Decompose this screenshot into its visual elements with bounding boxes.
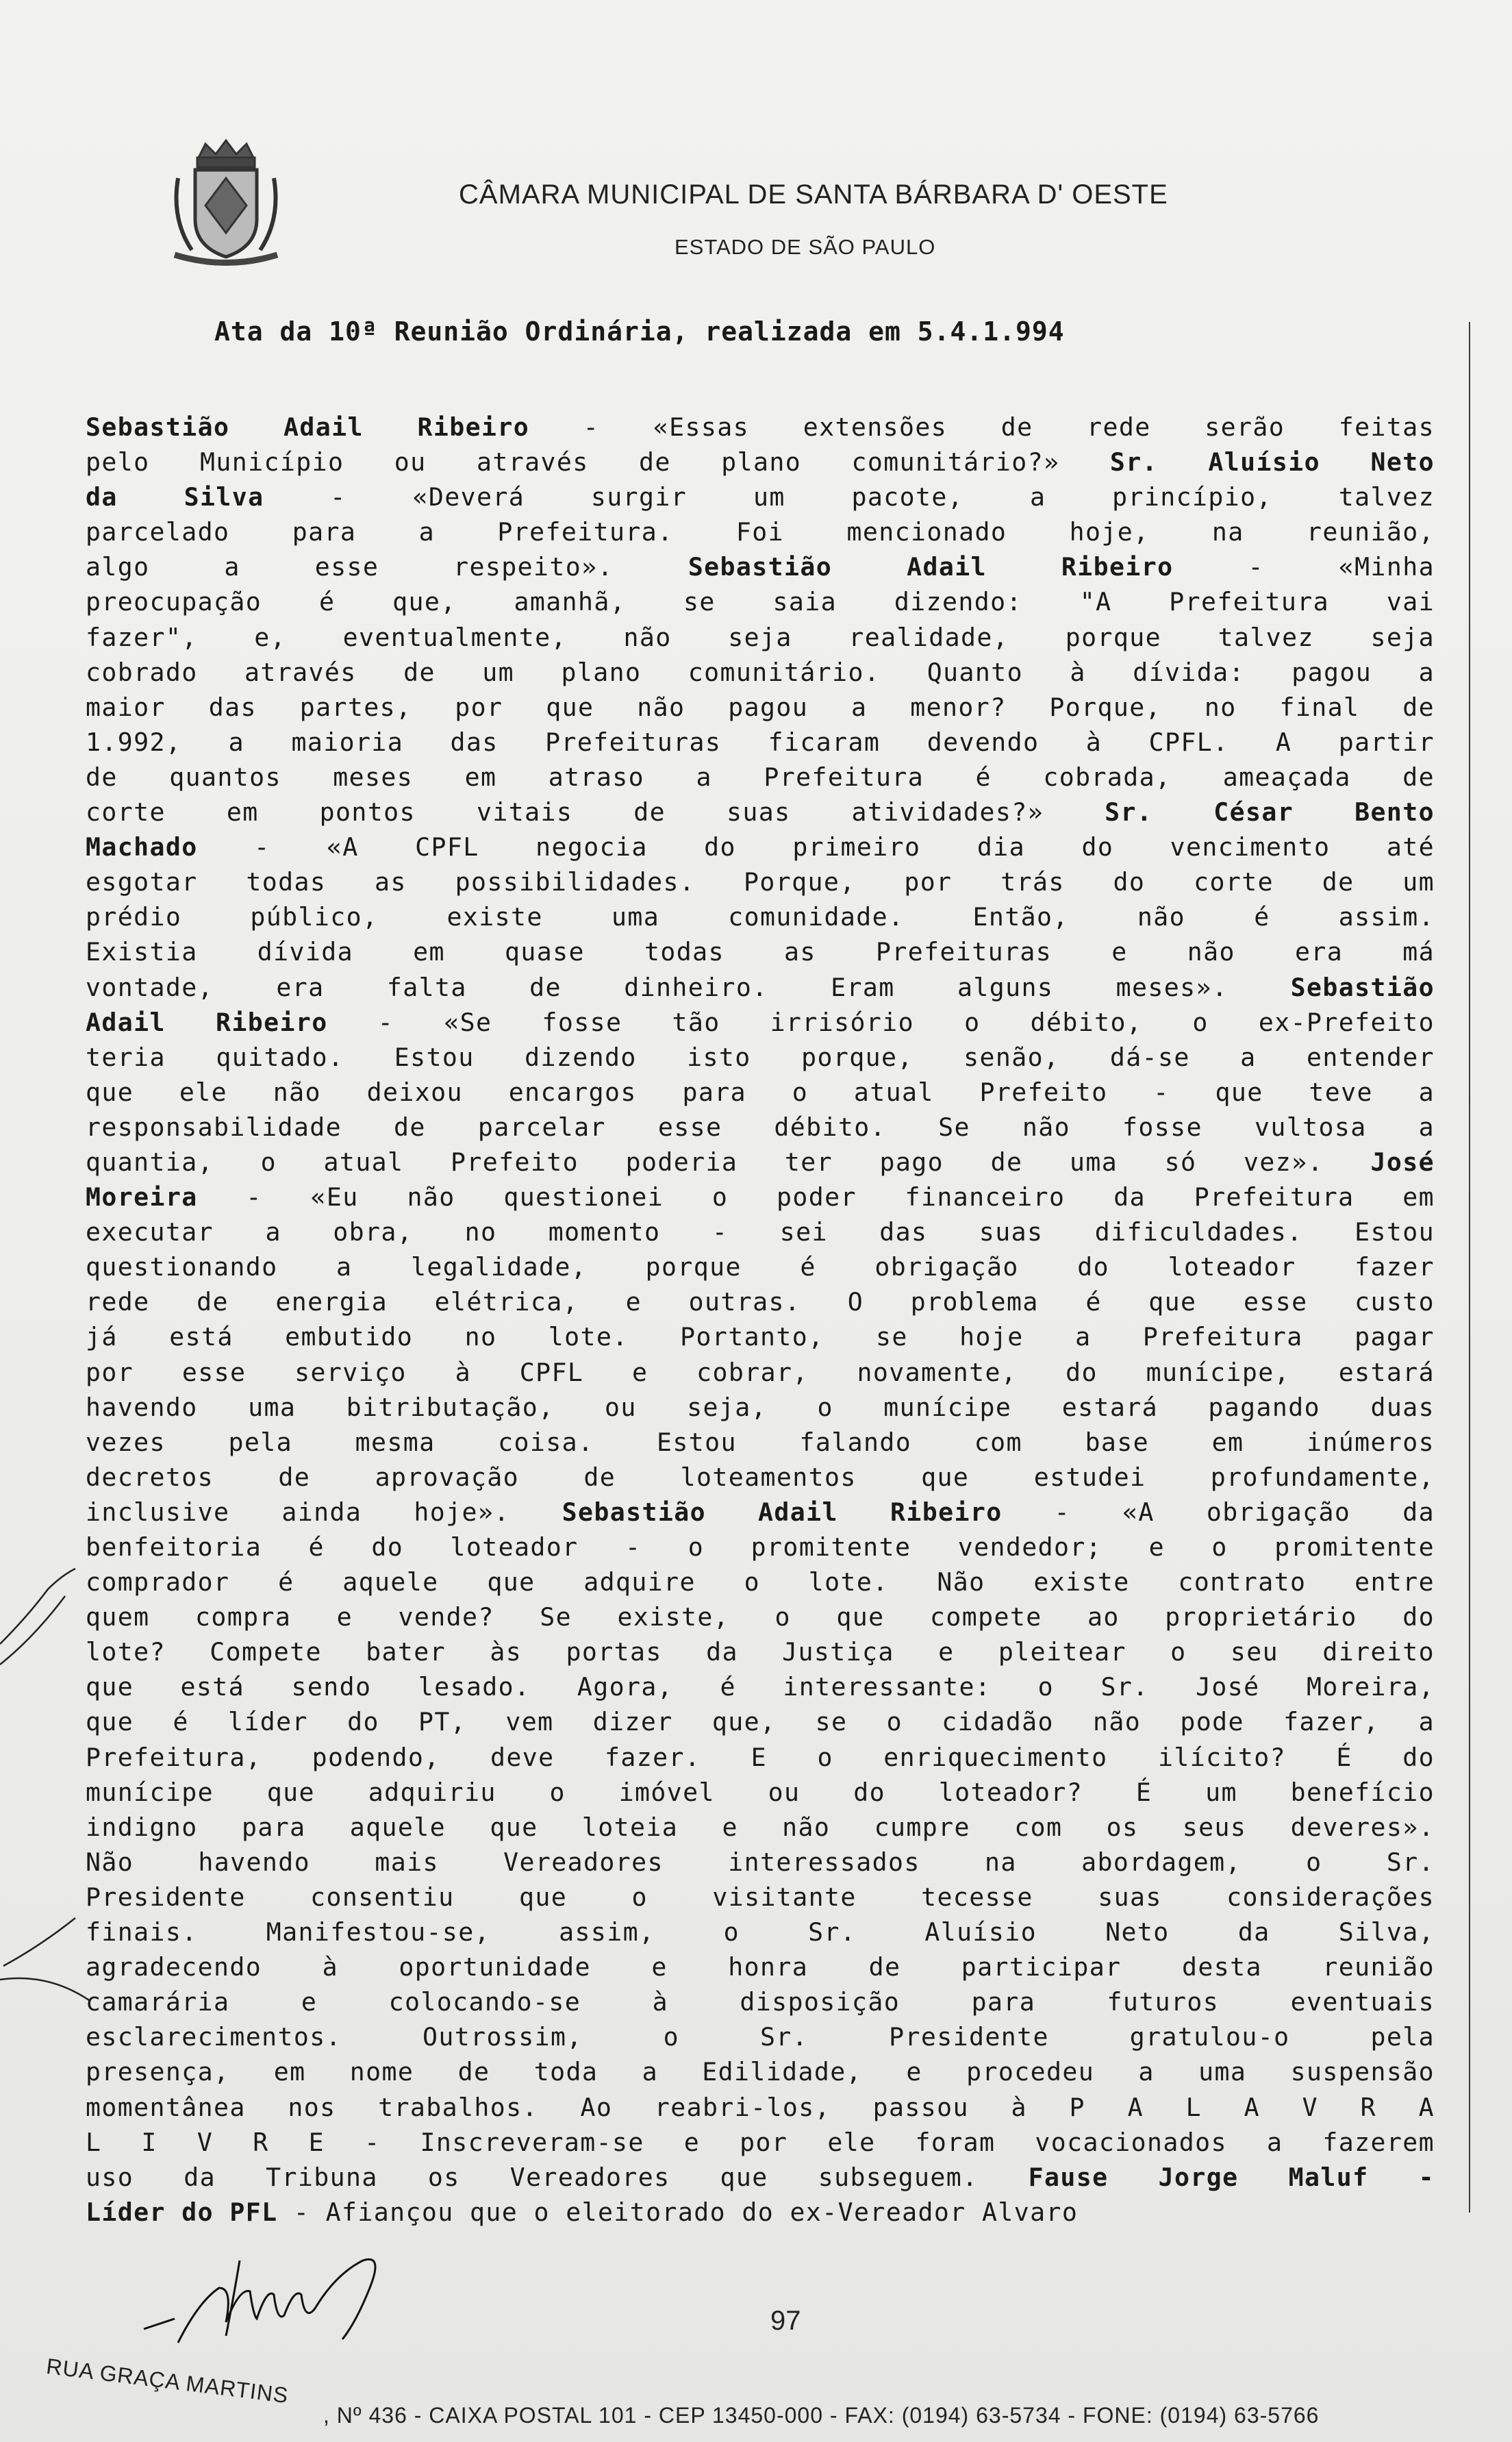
text-segment: esgotar todas as possibilidades. Porque, por trás do corte de um (86, 867, 1435, 897)
text-line (86, 1460, 1435, 1495)
margin-rule (1469, 322, 1470, 2213)
text-line (86, 1040, 1435, 1075)
text-line (86, 1599, 1435, 1634)
text-line (86, 1284, 1435, 1319)
text-segment: Existia dívida em quase todas as Prefeituras e não era má (86, 937, 1435, 967)
text-line (86, 1810, 1435, 1845)
text-segment: - Afiançou que o eleitorado do ex-Vereador Alvaro (277, 2197, 1079, 2227)
text-line (86, 655, 1435, 690)
margin-pen-marks (0, 1562, 96, 2041)
signature-image (137, 2247, 452, 2350)
speaker-name: Sebastião Adail Ribeiro (86, 412, 530, 442)
text-segment: decretos de aprovação de loteamentos que estudei profundamente, (86, 1462, 1435, 1492)
text-segment: fazer", e, eventualmente, não seja realidade, porque talvez seja (86, 622, 1435, 652)
text-line (86, 2160, 1435, 2195)
text-line (86, 760, 1435, 795)
text-segment: Prefeitura, podendo, deve fazer. E o enriquecimento ilícito? É do (86, 1742, 1435, 1772)
text-segment: inclusive ainda hoje». (86, 1497, 562, 1527)
text-line (86, 1005, 1435, 1040)
text-segment: parcelado para a Prefeitura. Foi mencionado hoje, na reunião, (86, 517, 1435, 547)
speaker-name: José (1370, 1147, 1435, 1177)
text-line (86, 549, 1435, 584)
text-line (86, 1145, 1435, 1180)
text-segment: Não havendo mais Vereadores interessados na abordagem, o Sr. (86, 1847, 1435, 1877)
text-line (86, 1845, 1435, 1880)
text-segment: L I V R E - Inscreveram-se e por ele foram vocacionados a fazerem (86, 2127, 1435, 2157)
text-segment: preocupação é que, amanhã, se saia dizendo: "A Prefeitura vai (86, 587, 1435, 617)
text-line (86, 1319, 1435, 1354)
text-segment: quem compra e vende? Se existe, o que compete ao proprietário do (86, 1602, 1435, 1632)
text-line (86, 1530, 1435, 1565)
text-line (86, 1880, 1435, 1915)
text-segment: presença, em nome de toda a Edilidade, e procedeu a uma suspensão (86, 2057, 1435, 2087)
text-line (86, 970, 1435, 1005)
text-line (86, 2125, 1435, 2160)
text-segment: Presidente consentiu que o visitante tecesse suas considerações (86, 1882, 1435, 1912)
text-line (86, 1075, 1435, 1110)
text-segment: munícipe que adquiriu o imóvel ou do loteador? É um benefício (86, 1777, 1435, 1807)
text-segment: - «Essas extensões de rede serão feitas (529, 412, 1435, 442)
text-segment: que ele não deixou encargos para o atual Prefeito - que teve a (86, 1077, 1435, 1107)
text-line (86, 1249, 1435, 1284)
speaker-name: Sebastião Adail Ribeiro (562, 1497, 1003, 1527)
speaker-name: Sebastião Adail Ribeiro (688, 552, 1174, 582)
text-segment: momentânea nos trabalhos. Ao reabri-los, passou à P A L A V R A (86, 2092, 1435, 2122)
text-segment: algo a esse respeito». (86, 552, 688, 582)
text-line (86, 1425, 1435, 1460)
text-segment: camarária e colocando-se à disposição para futuros eventuais (86, 1987, 1435, 2017)
text-line (86, 1110, 1435, 1145)
speaker-name: Fause Jorge Maluf - (1028, 2162, 1435, 2192)
ata-title: Ata da 10ª Reunião Ordinária, realizada em 5.4.1.994 (214, 316, 1065, 347)
text-line (86, 1775, 1435, 1810)
text-line (86, 1669, 1435, 1704)
speaker-name: da Silva (86, 482, 264, 512)
text-line (86, 864, 1435, 899)
text-line (86, 1180, 1435, 1214)
text-segment: pelo Município ou através de plano comunitário?» (86, 447, 1110, 477)
text-segment: finais. Manifestou-se, assim, o Sr. Aluísio Neto da Silva, (86, 1917, 1435, 1947)
speaker-name: Sebastião (1290, 972, 1435, 1002)
text-segment: rede de energia elétrica, e outras. O problema é que esse custo (86, 1287, 1435, 1317)
text-line (86, 620, 1435, 655)
text-segment: já está embutido no lote. Portanto, se hoje a Prefeitura pagar (86, 1322, 1435, 1352)
municipal-crest-icon (164, 130, 288, 274)
text-segment: questionando a legalidade, porque é obrigação do loteador fazer (86, 1252, 1435, 1282)
text-segment: 1.992, a maioria das Prefeituras ficaram devendo à CPFL. A partir (86, 727, 1435, 757)
text-segment: - «Deverá surgir um pacote, a princípio, talvez (264, 482, 1435, 512)
text-line (86, 2090, 1435, 2125)
text-segment: esclarecimentos. Outrossim, o Sr. Presidente gratulou-o pela (86, 2022, 1435, 2052)
text-line (86, 2195, 1435, 2230)
state-name: ESTADO DE SÃO PAULO (675, 235, 936, 259)
text-line (86, 584, 1435, 619)
speaker-name: Líder do PFL (86, 2197, 278, 2227)
institution-name: CÂMARA MUNICIPAL DE SANTA BÁRBARA D' OESTE (459, 179, 1168, 210)
speaker-name: Sr. Aluísio Neto (1109, 447, 1435, 477)
speaker-name: Moreira (86, 1182, 198, 1212)
text-line (86, 479, 1435, 514)
text-segment: quantia, o atual Prefeito poderia ter pago de uma só vez». (86, 1147, 1371, 1177)
text-line (86, 899, 1435, 934)
text-segment: corte em pontos vitais de suas atividades?» (86, 797, 1105, 827)
text-line (86, 690, 1435, 725)
footer-street: RUA GRAÇA MARTINS (45, 2354, 290, 2408)
text-segment: comprador é aquele que adquire o lote. Não existe contrato entre (86, 1567, 1435, 1597)
text-segment: havendo uma bitributação, ou seja, o munícipe estará pagando duas (86, 1392, 1435, 1422)
text-segment: uso da Tribuna os Vereadores que subseguem. (86, 2162, 1029, 2192)
text-segment: vontade, era falta de dinheiro. Eram alguns meses». (86, 972, 1291, 1002)
minutes-body (86, 410, 1435, 2230)
footer-address (41, 2350, 1507, 2432)
text-line (86, 1704, 1435, 1739)
speaker-name: Adail Ribeiro (86, 1007, 328, 1037)
text-line (86, 1390, 1435, 1425)
text-line (86, 1634, 1435, 1669)
text-segment: por esse serviço à CPFL e cobrar, novamente, do munícipe, estará (86, 1357, 1435, 1387)
text-segment: de quantos meses em atraso a Prefeitura é cobrada, ameaçada de (86, 762, 1435, 792)
text-line (86, 1495, 1435, 1530)
text-segment: cobrado através de um plano comunitário. Quanto à dívida: pagou a (86, 657, 1435, 687)
text-line (86, 2019, 1435, 2054)
text-segment: teria quitado. Estou dizendo isto porque, senão, dá-se a entender (86, 1042, 1435, 1072)
text-segment: - «Se fosse tão irrisório o débito, o ex-Prefeito (327, 1007, 1435, 1037)
text-segment: executar a obra, no momento - sei das suas dificuldades. Estou (86, 1217, 1435, 1247)
text-line (86, 2054, 1435, 2089)
text-segment: - «A CPFL negocia do primeiro dia do vencimento até (197, 832, 1435, 862)
text-line (86, 445, 1435, 479)
text-segment: prédio público, existe uma comunidade. Então, não é assim. (86, 902, 1435, 932)
text-segment: maior das partes, por que não pagou a menor? Porque, no final de (86, 692, 1435, 722)
speaker-name: Machado (86, 832, 198, 862)
text-segment: - «A obrigação da (1002, 1497, 1435, 1527)
text-segment: que é líder do PT, vem dizer que, se o cidadão não pode fazer, a (86, 1707, 1435, 1737)
text-segment: vezes pela mesma coisa. Estou falando com base em inúmeros (86, 1427, 1435, 1457)
text-segment: benfeitoria é do loteador - o promitente vendedor; e o promitente (86, 1532, 1435, 1562)
text-line (86, 1949, 1435, 1984)
page-number: 97 (770, 2306, 801, 2336)
text-line (86, 1355, 1435, 1390)
text-line (86, 1984, 1435, 2019)
text-segment: agradecendo à oportunidade e honra de participar desta reunião (86, 1952, 1435, 1982)
text-line (86, 514, 1435, 549)
text-line (86, 795, 1435, 830)
text-segment: - «Eu não questionei o poder financeiro da Prefeitura em (197, 1182, 1435, 1212)
text-line (86, 725, 1435, 760)
speaker-name: Sr. César Bento (1105, 797, 1435, 827)
text-line (86, 1214, 1435, 1249)
text-line (86, 1565, 1435, 1599)
text-line (86, 1915, 1435, 1949)
text-line (86, 410, 1435, 445)
footer-contact: , Nº 436 - CAIXA POSTAL 101 - CEP 13450-000 - FAX: (0194) 63-5734 - FONE: (0194) 63-5766 (323, 2403, 1320, 2428)
text-segment: que está sendo lesado. Agora, é interessante: o Sr. José Moreira, (86, 1672, 1435, 1702)
text-segment: - «Minha (1173, 552, 1435, 582)
text-line (86, 1740, 1435, 1775)
text-segment: indigno para aquele que loteia e não cumpre com os seus deveres». (86, 1812, 1435, 1842)
text-line (86, 830, 1435, 864)
text-line (86, 934, 1435, 969)
text-segment: lote? Compete bater às portas da Justiça e pleitear o seu direito (86, 1637, 1435, 1667)
text-segment: responsabilidade de parcelar esse débito. Se não fosse vultosa a (86, 1112, 1435, 1142)
